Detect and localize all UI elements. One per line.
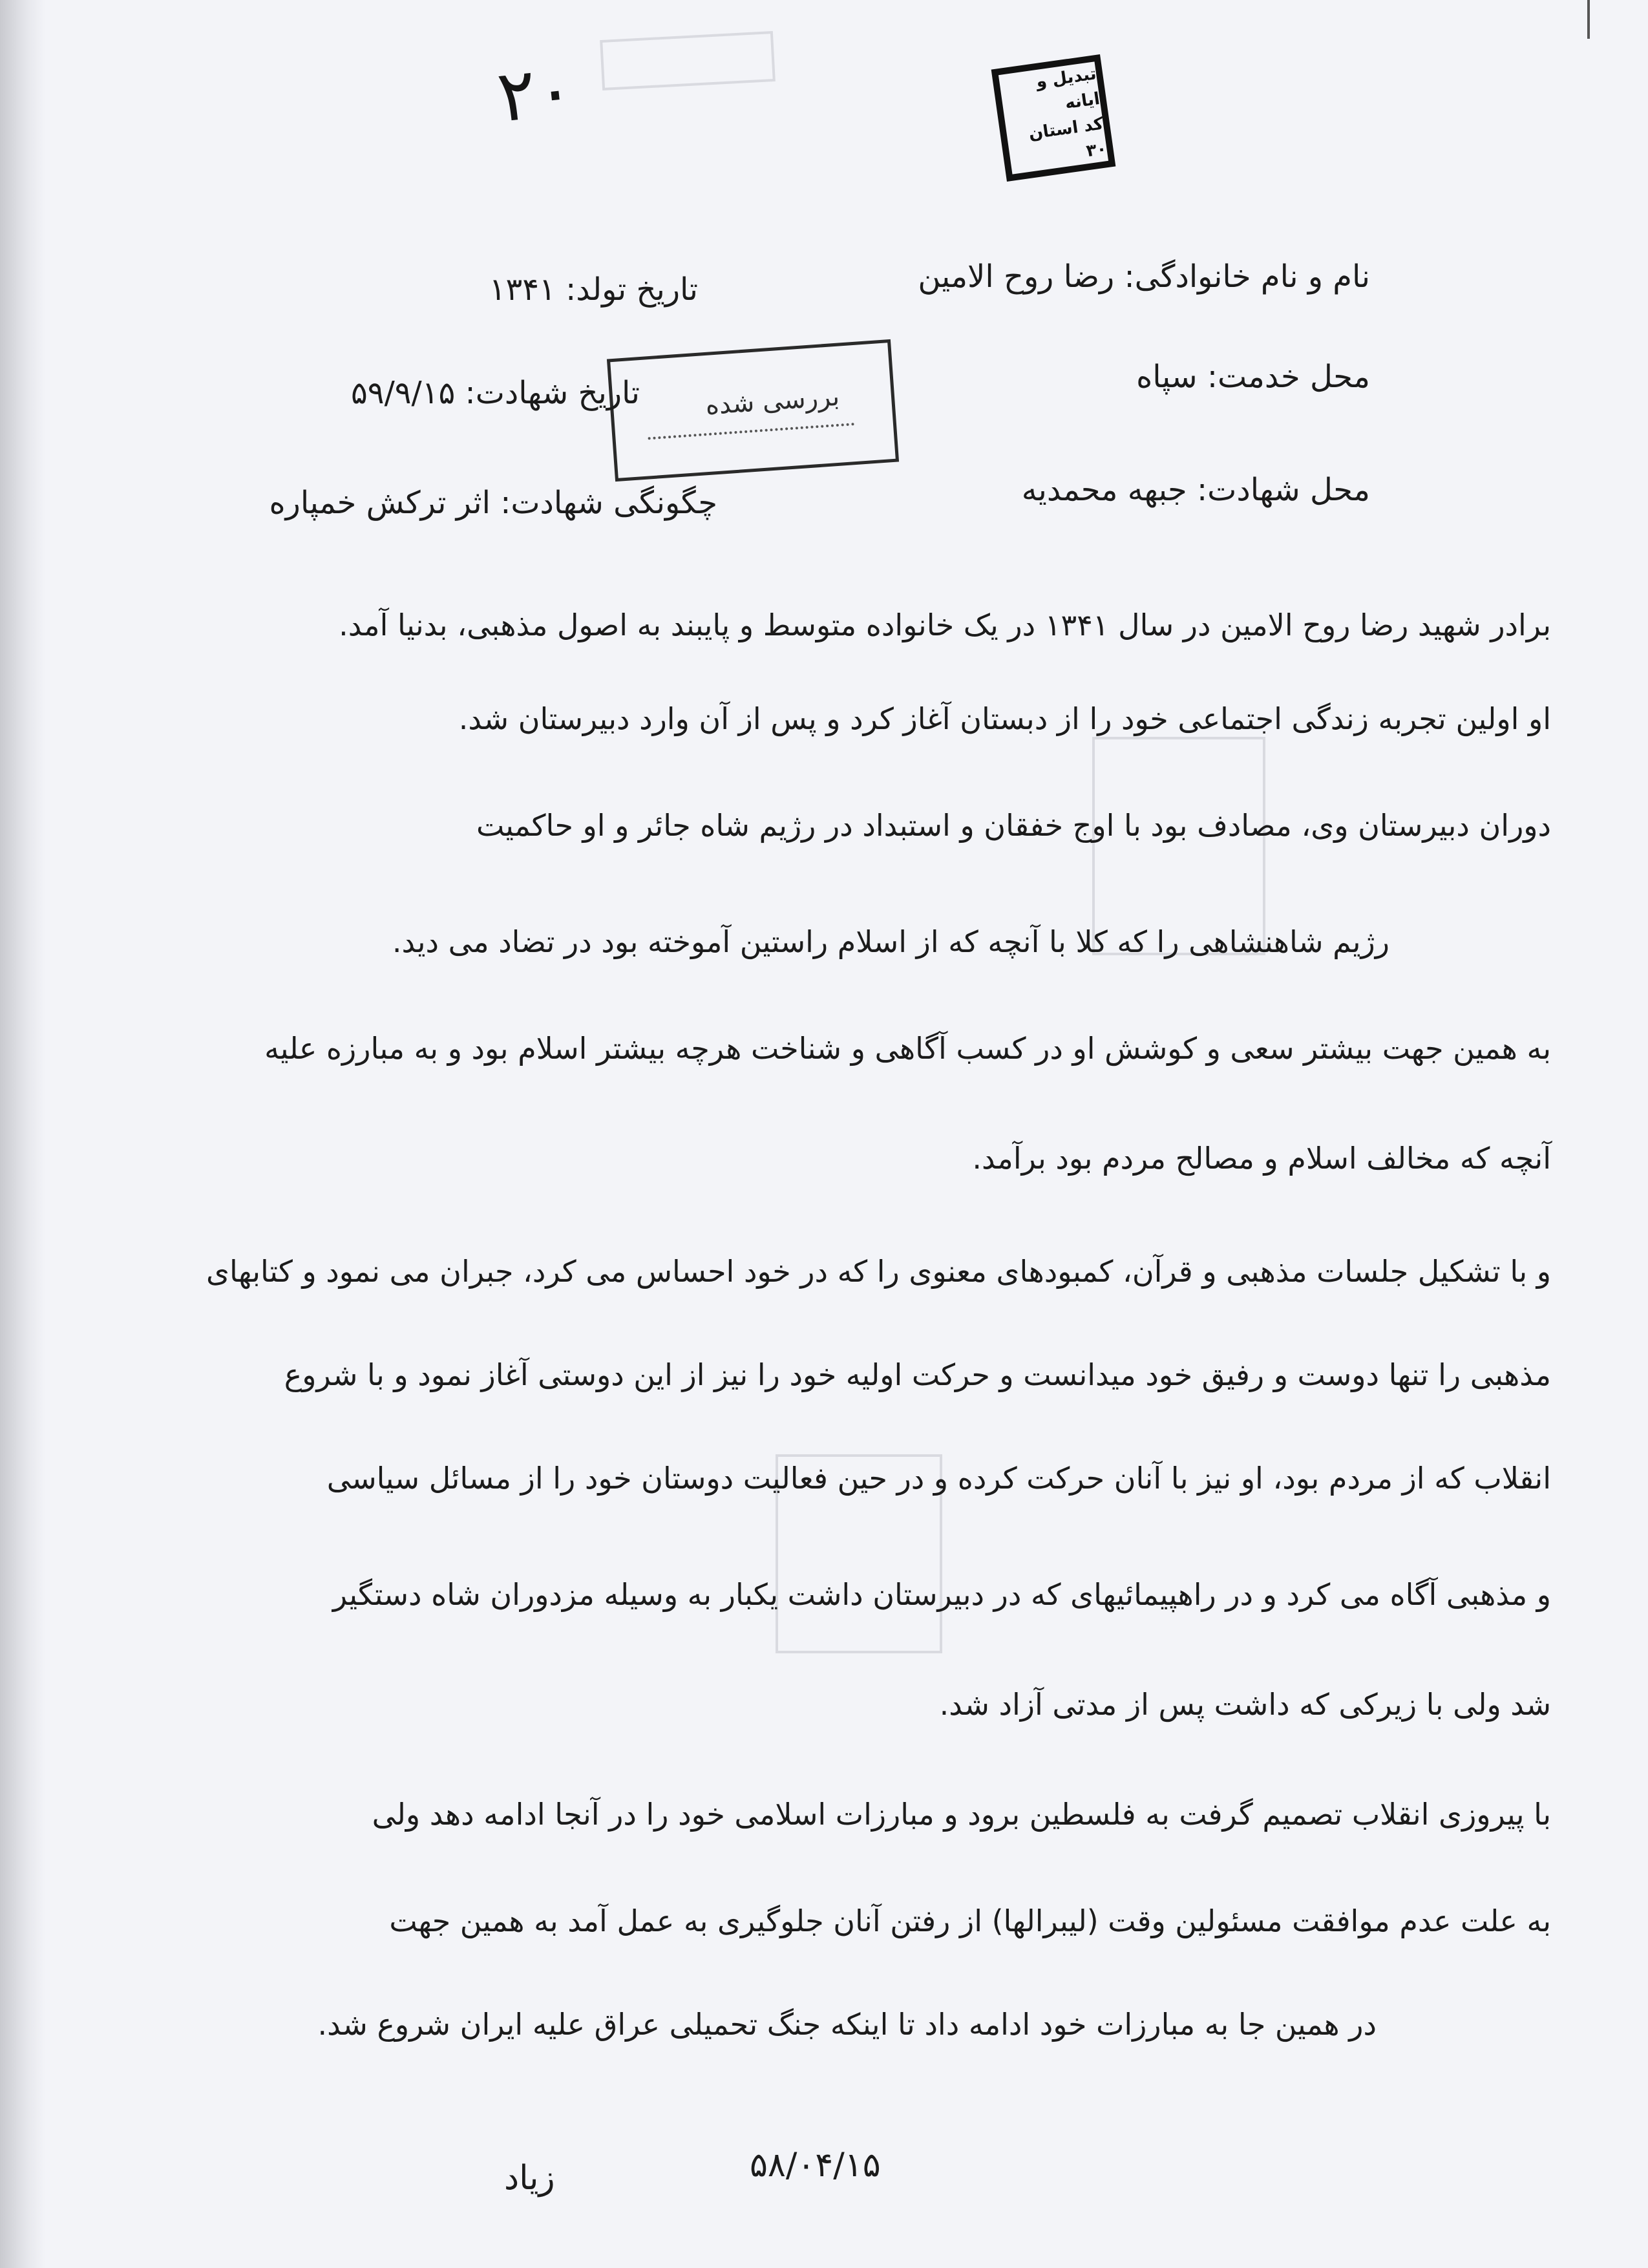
body-line-11: شد ولی با زیرکی که داشت پس از مدتی آزاد شد. <box>939 1687 1551 1722</box>
review-stamp-label: بررسی شده <box>704 381 841 421</box>
top-stamp <box>991 54 1116 182</box>
body-line-8: مذهبی را تنها دوست و رفیق خود میدانست و حرکت اولیه خود را نیز از این دوستی آغاز نمود و با شروع <box>284 1357 1551 1392</box>
top-stamp-line2: کد استان ۳۰ <box>1027 114 1108 161</box>
top-stamp-line1: تبدیل و ایانه <box>1035 63 1101 113</box>
page-number: ۲۰ <box>493 48 578 138</box>
review-stamp-dots <box>648 423 854 440</box>
field-martyrdom-place: محل شهادت: جبهه محمدیه <box>1021 472 1370 508</box>
field-birth-date: تاریخ تولد: ۱۳۴۱ <box>489 271 698 308</box>
body-line-2: او اولین تجربه زندگی اجتماعی خود را از دبستان آغاز کرد و پس از آن وارد دبیرستان شد. <box>458 701 1551 736</box>
field-service-place: محل خدمت: سپاه <box>1136 359 1370 395</box>
ghost-stamp-top <box>600 31 776 90</box>
scan-shadow-edge <box>0 0 45 2268</box>
footer-signature: زیاد <box>504 2159 555 2198</box>
body-line-14: در همین جا به مبارزات خود ادامه داد تا اینکه جنگ تحمیلی عراق علیه ایران شروع شد. <box>317 2007 1377 2042</box>
field-martyrdom-manner: چگونگی شهادت: اثر ترکش خمپاره <box>269 485 717 521</box>
ghost-stamp-right <box>1092 737 1265 955</box>
field-name: نام و نام خانوادگی: رضا روح الامین <box>918 259 1370 295</box>
body-line-6: آنچه که مخالف اسلام و مصالح مردم بود برآمد. <box>972 1141 1551 1176</box>
footer-code: ۵۸/۰۴/۱۵ <box>750 2146 881 2185</box>
body-line-5: به همین جهت بیشتر سعی و کوشش او در کسب آگاهی و شناخت هرچه بیشتر اسلام بود و به مبارزه علیه <box>264 1031 1551 1066</box>
corner-mark <box>1587 0 1590 39</box>
body-line-3: دوران دبیرستان وی، مصادف بود با اوج خفقان و استبداد در رژیم شاه جائر و او حاکمیت <box>476 808 1551 843</box>
body-line-9: انقلاب که از مردم بود، او نیز با آنان حرکت کرده و در حین فعالیت دوستان خود را از مسائل سیاسی <box>326 1461 1551 1496</box>
field-martyrdom-date: تاریخ شهادت: ۵۹/۹/۱۵ <box>351 375 640 411</box>
review-stamp <box>607 339 899 482</box>
body-line-4: رژیم شاهنشاهی را که کلا با آنچه که از اسلام راستین آموخته بود در تضاد می دید. <box>392 924 1389 959</box>
body-line-13: به علت عدم موافقت مسئولین وقت (لیبرالها) از رفتن آنان جلوگیری به عمل آمد به همین جهت <box>389 1903 1551 1938</box>
body-line-12: با پیروزی انقلاب تصمیم گرفت به فلسطین برود و مبارزات اسلامی خود را در آنجا ادامه دهد ولی <box>372 1797 1551 1832</box>
body-line-1: برادر شهید رضا روح الامین در سال ۱۳۴۱ در یک خانواده متوسط و پایبند به اصول مذهبی، بدنیا آمد. <box>339 608 1551 642</box>
body-line-7: و با تشکیل جلسات مذهبی و قرآن، کمبودهای معنوی را که در خود احساس می کرد، جبران می نمود و کتابهای <box>206 1254 1551 1289</box>
body-line-10: و مذهبی آگاه می کرد و در راهپیمائیهای که در دبیرستان داشت یکبار به وسیله مزدوران شاه دستگیر <box>332 1577 1551 1612</box>
